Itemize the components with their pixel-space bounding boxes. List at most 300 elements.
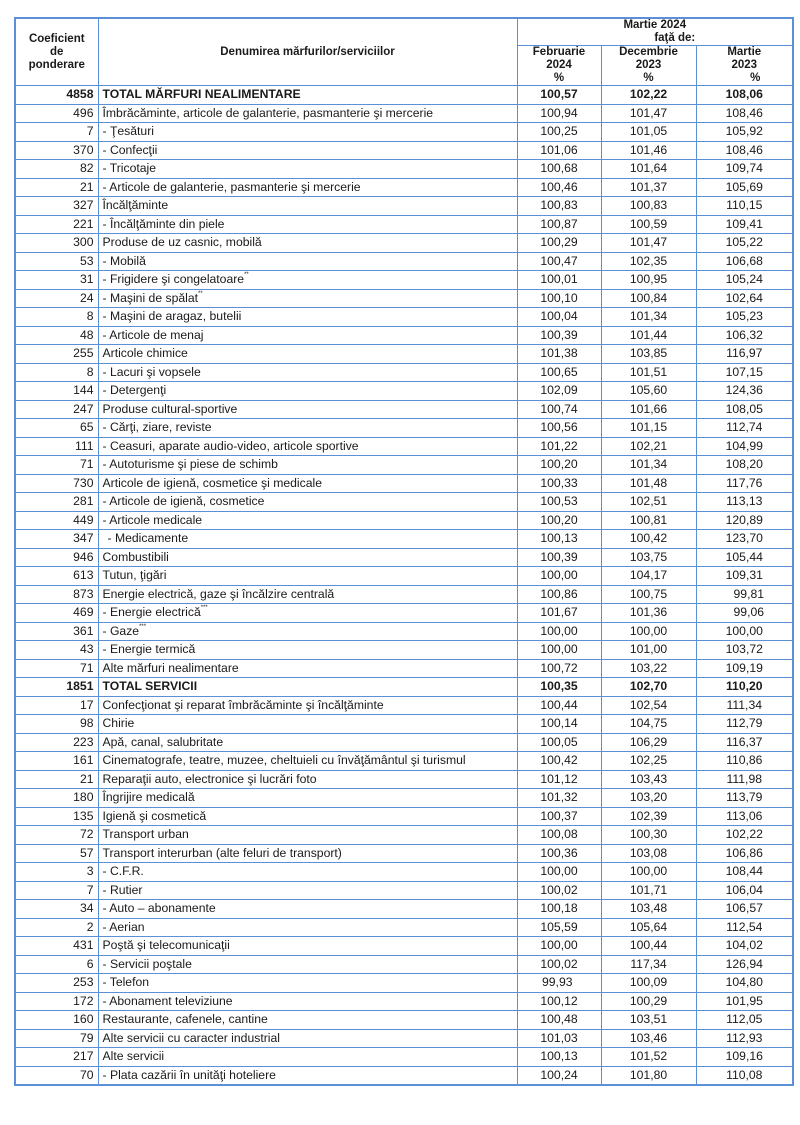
item-name-cell [98, 955, 517, 974]
item-name: - Maşini de aragaz, butelii [102, 309, 242, 323]
value-feb-2024: 101,06 [517, 141, 601, 160]
item-name-cell [98, 585, 517, 604]
item-name: Restaurante, cafenele, cantine [102, 1012, 268, 1026]
value-dec-2023: 101,37 [601, 178, 696, 197]
item-name: Alte servicii [102, 1049, 165, 1063]
weight-cell: 71 [15, 456, 98, 475]
value-mar-2023: 102,64 [696, 289, 793, 308]
value-mar-2023: 105,23 [696, 308, 793, 327]
value-feb-2024: 100,83 [517, 197, 601, 216]
header-weight-line3: ponderare [28, 58, 85, 71]
value-feb-2024: 100,20 [517, 456, 601, 475]
header-col-unit: % [643, 72, 654, 84]
value-mar-2023: 105,22 [696, 234, 793, 253]
weight-cell: 8 [15, 308, 98, 327]
weight-cell: 57 [15, 844, 98, 863]
table-row [15, 104, 793, 123]
item-name-cell [98, 1029, 517, 1048]
item-name: - Articole de galanterie, pasmanterie şi mercerie [102, 179, 361, 194]
item-name: Transport interurban (alte feluri de transport) [102, 845, 342, 860]
value-mar-2023: 104,80 [696, 974, 793, 993]
item-name-cell [98, 123, 517, 142]
value-dec-2023: 100,81 [601, 511, 696, 530]
value-mar-2023: 110,20 [696, 678, 793, 697]
value-dec-2023: 101,71 [601, 881, 696, 900]
item-name-cell [98, 678, 517, 697]
item-name-cell [98, 770, 517, 789]
table-row [15, 363, 793, 382]
value-mar-2023: 108,06 [696, 86, 793, 105]
value-dec-2023: 101,48 [601, 474, 696, 493]
value-mar-2023: 108,20 [696, 456, 793, 475]
table-row [15, 955, 793, 974]
table-row [15, 622, 793, 641]
value-mar-2023: 123,70 [696, 530, 793, 549]
table-row [15, 197, 793, 216]
value-feb-2024: 99,93 [517, 974, 601, 993]
item-name: - Lacuri şi vopsele [102, 364, 201, 379]
weight-cell: 327 [15, 197, 98, 216]
table-row [15, 918, 793, 937]
item-name-cell [98, 252, 517, 271]
weight-cell: 70 [15, 1066, 98, 1085]
table-row [15, 382, 793, 401]
weight-cell: 71 [15, 659, 98, 678]
item-name-cell [98, 826, 517, 845]
item-name-cell [98, 918, 517, 937]
value-dec-2023: 102,22 [601, 86, 696, 105]
value-dec-2023: 104,75 [601, 715, 696, 734]
value-mar-2023: 112,93 [696, 1029, 793, 1048]
weight-cell: 7 [15, 881, 98, 900]
weight-cell: 53 [15, 252, 98, 271]
weight-cell: 65 [15, 419, 98, 438]
value-dec-2023: 101,47 [601, 234, 696, 253]
item-name-cell [98, 807, 517, 826]
value-mar-2023: 106,57 [696, 900, 793, 919]
weight-cell: 82 [15, 160, 98, 179]
table-row [15, 844, 793, 863]
value-feb-2024: 100,02 [517, 881, 601, 900]
item-name: Combustibili [102, 549, 169, 564]
item-name-cell [98, 289, 517, 308]
value-mar-2023: 109,74 [696, 160, 793, 179]
item-name: Reparaţii auto, electronice şi lucrări foto [102, 771, 317, 786]
value-dec-2023: 102,25 [601, 752, 696, 771]
value-mar-2023: 99,81 [696, 585, 793, 604]
value-dec-2023: 104,17 [601, 567, 696, 586]
value-dec-2023: 101,44 [601, 326, 696, 345]
item-name: TOTAL MĂRFURI NEALIMENTARE [102, 87, 301, 101]
value-feb-2024: 100,68 [517, 160, 601, 179]
value-dec-2023: 101,80 [601, 1066, 696, 1085]
value-mar-2023: 104,02 [696, 937, 793, 956]
item-name: Tutun, ţigări [102, 568, 167, 582]
price-index-table [14, 17, 794, 1086]
header-weight-line2: de [50, 45, 64, 58]
value-feb-2024: 100,72 [517, 659, 601, 678]
weight-cell: 48 [15, 326, 98, 345]
item-name-cell [98, 974, 517, 993]
value-feb-2024: 100,86 [517, 585, 601, 604]
item-name: Îngrijire medicală [102, 790, 195, 804]
item-name-cell [98, 86, 517, 105]
value-dec-2023: 101,47 [601, 104, 696, 123]
value-feb-2024: 100,13 [517, 530, 601, 549]
item-name: Produse de uz casnic, mobilă [102, 235, 262, 249]
value-mar-2023: 107,15 [696, 363, 793, 382]
item-name-cell [98, 474, 517, 493]
value-mar-2023: 104,99 [696, 437, 793, 456]
item-name: - Autoturisme şi piese de schimb [102, 457, 278, 471]
value-feb-2024: 100,13 [517, 1048, 601, 1067]
value-mar-2023: 108,46 [696, 104, 793, 123]
weight-cell: 946 [15, 548, 98, 567]
table-row [15, 86, 793, 105]
item-name-cell [98, 363, 517, 382]
value-mar-2023: 126,94 [696, 955, 793, 974]
table-row [15, 881, 793, 900]
value-mar-2023: 103,72 [696, 641, 793, 660]
item-name: Chirie [102, 716, 135, 730]
weight-cell: 17 [15, 696, 98, 715]
header-group-march-2024 [517, 18, 793, 46]
value-dec-2023: 100,09 [601, 974, 696, 993]
item-name-cell [98, 511, 517, 530]
value-feb-2024: 100,46 [517, 178, 601, 197]
weight-cell: 72 [15, 826, 98, 845]
table-row [15, 548, 793, 567]
table-row [15, 178, 793, 197]
weight-cell: 431 [15, 937, 98, 956]
value-feb-2024: 100,01 [517, 271, 601, 290]
header-col-unit: % [750, 72, 761, 84]
value-mar-2023: 106,68 [696, 252, 793, 271]
footnote-marker: *** [200, 605, 208, 611]
value-mar-2023: 109,16 [696, 1048, 793, 1067]
weight-cell: 21 [15, 770, 98, 789]
value-mar-2023: 100,00 [696, 622, 793, 641]
weight-cell: 24 [15, 289, 98, 308]
value-dec-2023: 101,34 [601, 308, 696, 327]
value-mar-2023: 113,13 [696, 493, 793, 512]
item-name-cell [98, 696, 517, 715]
item-name: Alte mărfuri nealimentare [102, 660, 239, 675]
weight-cell: 2 [15, 918, 98, 937]
header-item-name: Denumirea mărfurilor/serviciilor [98, 18, 517, 86]
value-dec-2023: 102,21 [601, 437, 696, 456]
weight-cell: 730 [15, 474, 98, 493]
item-name: Poştă şi telecomunicaţii [102, 938, 230, 952]
weight-cell: 300 [15, 234, 98, 253]
table-row [15, 530, 793, 549]
value-feb-2024: 100,94 [517, 104, 601, 123]
value-mar-2023: 109,41 [696, 215, 793, 234]
value-feb-2024: 100,48 [517, 1011, 601, 1030]
value-mar-2023: 105,24 [696, 271, 793, 290]
weight-cell: 347 [15, 530, 98, 549]
table-row [15, 400, 793, 419]
value-dec-2023: 100,59 [601, 215, 696, 234]
value-mar-2023: 99,06 [696, 604, 793, 623]
value-feb-2024: 101,32 [517, 789, 601, 808]
item-name: Încălţăminte [102, 198, 169, 212]
value-dec-2023: 102,39 [601, 807, 696, 826]
item-name-cell [98, 141, 517, 160]
table-body [15, 86, 793, 1086]
item-name: - Tricotaje [102, 161, 157, 175]
item-name: - Maşini de spălat [102, 290, 199, 305]
item-name-cell [98, 937, 517, 956]
value-dec-2023: 100,95 [601, 271, 696, 290]
header-col-feb-2024 [517, 46, 601, 86]
item-name-cell [98, 844, 517, 863]
value-dec-2023: 100,29 [601, 992, 696, 1011]
item-name-cell [98, 789, 517, 808]
value-mar-2023: 110,86 [696, 752, 793, 771]
item-name-cell [98, 863, 517, 882]
table-row [15, 345, 793, 364]
header-group-line2: faţă de: [654, 32, 696, 44]
weight-cell: 496 [15, 104, 98, 123]
item-name-cell [98, 752, 517, 771]
item-name: - Ceasuri, aparate audio-video, articole sportive [102, 438, 359, 453]
value-feb-2024: 100,42 [517, 752, 601, 771]
item-name-cell [98, 641, 517, 660]
value-dec-2023: 106,29 [601, 733, 696, 752]
value-feb-2024: 100,37 [517, 807, 601, 826]
value-feb-2024: 100,00 [517, 622, 601, 641]
item-name-cell [98, 326, 517, 345]
item-name: Alte servicii cu caracter industrial [102, 1030, 280, 1045]
value-mar-2023: 112,74 [696, 419, 793, 438]
value-feb-2024: 100,53 [517, 493, 601, 512]
value-dec-2023: 103,85 [601, 345, 696, 364]
value-dec-2023: 101,34 [601, 456, 696, 475]
table-row [15, 456, 793, 475]
value-dec-2023: 100,84 [601, 289, 696, 308]
value-mar-2023: 109,19 [696, 659, 793, 678]
header-col-year: 2024 [546, 59, 572, 71]
table-row [15, 826, 793, 845]
header-col-dec-2023 [601, 46, 696, 86]
value-mar-2023: 105,92 [696, 123, 793, 142]
item-name-cell [98, 604, 517, 623]
item-name: TOTAL SERVICII [102, 679, 198, 693]
weight-cell: 98 [15, 715, 98, 734]
value-mar-2023: 113,79 [696, 789, 793, 808]
item-name: - Mobilă [102, 253, 146, 268]
table-row [15, 715, 793, 734]
table-row [15, 252, 793, 271]
value-feb-2024: 100,33 [517, 474, 601, 493]
value-feb-2024: 100,12 [517, 992, 601, 1011]
table-row [15, 641, 793, 660]
table-row [15, 696, 793, 715]
header-col-label: Decembrie [619, 46, 678, 58]
value-dec-2023: 101,64 [601, 160, 696, 179]
weight-cell: 3 [15, 863, 98, 882]
value-dec-2023: 100,75 [601, 585, 696, 604]
table-row [15, 511, 793, 530]
value-feb-2024: 100,65 [517, 363, 601, 382]
table-row [15, 900, 793, 919]
item-name: - Aerian [102, 919, 145, 934]
value-dec-2023: 103,22 [601, 659, 696, 678]
value-dec-2023: 101,15 [601, 419, 696, 438]
item-name: - Medicamente [107, 531, 189, 545]
value-mar-2023: 112,79 [696, 715, 793, 734]
item-name-cell [98, 197, 517, 216]
weight-cell: 221 [15, 215, 98, 234]
value-dec-2023: 103,48 [601, 900, 696, 919]
item-name-cell [98, 437, 517, 456]
value-dec-2023: 102,51 [601, 493, 696, 512]
item-name-cell [98, 178, 517, 197]
item-name-cell [98, 1048, 517, 1067]
item-name: Îmbrăcăminte, articole de galanterie, pasmanterie şi mercerie [102, 105, 434, 120]
item-name-cell [98, 400, 517, 419]
weight-cell: 255 [15, 345, 98, 364]
value-dec-2023: 102,35 [601, 252, 696, 271]
item-name-cell [98, 493, 517, 512]
value-dec-2023: 117,34 [601, 955, 696, 974]
value-feb-2024: 100,10 [517, 289, 601, 308]
table-row [15, 585, 793, 604]
value-dec-2023: 101,46 [601, 141, 696, 160]
value-feb-2024: 100,00 [517, 641, 601, 660]
item-name: - Articole medicale [102, 512, 203, 527]
table-row [15, 141, 793, 160]
item-name-cell [98, 659, 517, 678]
weight-cell: 160 [15, 1011, 98, 1030]
value-mar-2023: 116,37 [696, 733, 793, 752]
value-feb-2024: 100,05 [517, 733, 601, 752]
value-dec-2023: 103,51 [601, 1011, 696, 1030]
item-name-cell [98, 1011, 517, 1030]
value-feb-2024: 100,35 [517, 678, 601, 697]
value-dec-2023: 100,44 [601, 937, 696, 956]
item-name: - Energie termică [102, 642, 196, 656]
weight-cell: 469 [15, 604, 98, 623]
item-name: - Energie electrică [102, 605, 201, 619]
value-mar-2023: 110,08 [696, 1066, 793, 1085]
value-feb-2024: 101,38 [517, 345, 601, 364]
value-mar-2023: 102,22 [696, 826, 793, 845]
value-feb-2024: 100,87 [517, 215, 601, 234]
item-name-cell [98, 900, 517, 919]
value-dec-2023: 103,08 [601, 844, 696, 863]
table-row [15, 863, 793, 882]
weight-cell: 161 [15, 752, 98, 771]
table-row [15, 308, 793, 327]
table-row [15, 733, 793, 752]
value-mar-2023: 124,36 [696, 382, 793, 401]
value-feb-2024: 101,12 [517, 770, 601, 789]
value-feb-2024: 100,25 [517, 123, 601, 142]
footnote-marker: *** [139, 623, 147, 630]
weight-cell: 34 [15, 900, 98, 919]
weight-cell: 873 [15, 585, 98, 604]
header-weight-line1: Coeficient [28, 32, 85, 45]
value-feb-2024: 100,44 [517, 696, 601, 715]
value-mar-2023: 112,05 [696, 1011, 793, 1030]
table-row [15, 271, 793, 290]
value-mar-2023: 111,98 [696, 770, 793, 789]
table-row [15, 567, 793, 586]
value-dec-2023: 102,54 [601, 696, 696, 715]
table-row [15, 1029, 793, 1048]
item-name: - C.F.R. [102, 864, 144, 878]
item-name: - Gaze [102, 623, 140, 638]
value-mar-2023: 108,44 [696, 863, 793, 882]
table-row [15, 659, 793, 678]
table-row [15, 770, 793, 789]
item-name-cell [98, 345, 517, 364]
value-feb-2024: 101,67 [517, 604, 601, 623]
header-col-label: Martie [727, 46, 762, 58]
weight-cell: 7 [15, 123, 98, 142]
value-feb-2024: 100,56 [517, 419, 601, 438]
value-dec-2023: 103,46 [601, 1029, 696, 1048]
table-header [15, 18, 793, 86]
weight-cell: 217 [15, 1048, 98, 1067]
item-name-cell [98, 733, 517, 752]
value-dec-2023: 100,00 [601, 622, 696, 641]
table-row [15, 678, 793, 697]
table-row [15, 326, 793, 345]
table-row [15, 807, 793, 826]
value-feb-2024: 100,00 [517, 567, 601, 586]
value-mar-2023: 109,31 [696, 567, 793, 586]
value-mar-2023: 111,34 [696, 696, 793, 715]
value-dec-2023: 103,75 [601, 548, 696, 567]
value-dec-2023: 101,52 [601, 1048, 696, 1067]
item-name: Produse cultural-sportive [102, 401, 238, 416]
weight-cell: 172 [15, 992, 98, 1011]
value-mar-2023: 106,32 [696, 326, 793, 345]
item-name-cell [98, 622, 517, 641]
weight-cell: 247 [15, 400, 98, 419]
weight-cell: 21 [15, 178, 98, 197]
value-dec-2023: 103,43 [601, 770, 696, 789]
item-name: Transport urban [102, 827, 189, 841]
item-name: - Frigidere şi congelatoare [102, 272, 245, 286]
table-row [15, 493, 793, 512]
item-name: - Articole de menaj [102, 327, 204, 342]
value-feb-2024: 101,22 [517, 437, 601, 456]
value-mar-2023: 110,15 [696, 197, 793, 216]
value-mar-2023: 105,69 [696, 178, 793, 197]
header-weight-coefficient [15, 18, 98, 86]
item-name-cell [98, 530, 517, 549]
weight-cell: 370 [15, 141, 98, 160]
table-row [15, 789, 793, 808]
value-dec-2023: 101,00 [601, 641, 696, 660]
table-row [15, 215, 793, 234]
item-name-cell [98, 548, 517, 567]
item-name-cell [98, 234, 517, 253]
value-dec-2023: 100,00 [601, 863, 696, 882]
table-row [15, 123, 793, 142]
value-mar-2023: 108,05 [696, 400, 793, 419]
value-feb-2024: 100,57 [517, 86, 601, 105]
value-mar-2023: 116,97 [696, 345, 793, 364]
footnote-marker: ** [198, 290, 203, 297]
value-mar-2023: 106,86 [696, 844, 793, 863]
table-row [15, 974, 793, 993]
item-name-cell [98, 881, 517, 900]
